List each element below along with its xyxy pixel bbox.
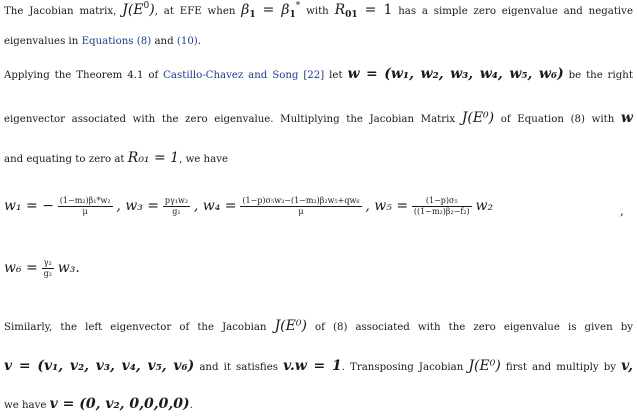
equation-10-link[interactable]: (10) xyxy=(176,36,198,47)
paragraph-3-line-2 xyxy=(4,358,633,374)
text: . xyxy=(197,36,202,47)
paragraph-1-line-2 xyxy=(4,36,633,47)
equation-line-2 xyxy=(4,258,80,279)
w5-lhs: , w₅ = xyxy=(365,198,409,214)
text: let xyxy=(329,70,343,81)
normalization-equation: v.w = 1 xyxy=(283,358,342,374)
paragraph-1-line-1 xyxy=(4,2,633,18)
w1-fraction: $\frac{\text{(1−m₂)β₁*w₂}}{\mu}$ xyxy=(59,196,111,216)
castillo-chavez-song-link[interactable]: Castillo-Chavez and Song xyxy=(163,70,299,81)
paragraph-3-line-3 xyxy=(4,396,633,412)
text: has a simple zero eigenvalue and negative xyxy=(398,6,633,17)
w5-tail: w₂ xyxy=(475,198,494,214)
w4-lhs: , w₄ = xyxy=(193,198,237,214)
v-vector: v, xyxy=(621,358,633,374)
text: eigenvector associated with the zero eigenvalue. Multiplying the Jacobian Matrix xyxy=(4,114,456,125)
left-eigenvector: v = (v₁, v₂, v₃, v₄, v₅, v₆) xyxy=(4,358,195,374)
jacobian-symbol: J(E⁰) xyxy=(274,318,307,334)
text: and equating to zero at xyxy=(4,154,125,165)
text: be the right xyxy=(568,70,633,81)
text: of Equation (8) with xyxy=(500,114,615,125)
text: , we have xyxy=(179,154,228,165)
equation-8-link[interactable]: (8) xyxy=(136,36,152,47)
text: eigenvalues in xyxy=(4,36,79,47)
text: first and multiply by xyxy=(505,362,617,373)
r01-equation: $R_{01} = 1$ xyxy=(334,2,393,20)
w3-fraction: $\frac{\text{pγ₁w₂}}{\text{g₁}}$ xyxy=(164,196,189,216)
w6-fraction: $\frac{\text{γ₂}}{\text{g₂}}$ xyxy=(43,258,52,278)
text: The Jacobian matrix, xyxy=(4,6,117,17)
equations-link[interactable]: Equations xyxy=(81,36,134,47)
w-vector: w xyxy=(620,110,633,126)
paragraph-3-line-1 xyxy=(4,318,633,334)
equation-line-1 xyxy=(4,196,493,217)
w6-lhs: w₆ = xyxy=(4,260,38,276)
right-eigenvector: w = (w₁, w₂, w₃, w₄, w₅, w₆) xyxy=(347,66,564,82)
text: and xyxy=(154,36,174,47)
jacobian-symbol: J(E⁰) xyxy=(461,110,495,126)
w3-lhs: , w₃ = xyxy=(116,198,160,214)
text: Applying the Theorem 4.1 of xyxy=(4,70,159,81)
reference-22-link[interactable]: [22] xyxy=(303,70,325,81)
text: . xyxy=(189,400,193,411)
v-value: v = (0, v₂, 0,0,0,0) xyxy=(49,396,190,412)
w5-fraction: $\frac{\text{(1−p)σ₅}}{\text{((1−m₂)β₂−f₂)}}$ xyxy=(413,196,470,216)
paragraph-2-line-2 xyxy=(4,110,633,126)
r01-equation: R₀₁ = 1 xyxy=(127,150,180,166)
jacobian-symbol: J(E⁰) xyxy=(468,358,501,374)
paragraph-2-line-1 xyxy=(4,66,633,82)
w6-tail: w₃. xyxy=(57,260,80,276)
text: and it satisfies xyxy=(199,362,278,373)
jacobian-symbol: $J(E^0)$ xyxy=(122,1,155,18)
text: Similarly, the left eigenvector of the Jacobian xyxy=(4,322,267,333)
text: with xyxy=(306,6,329,17)
text: , at EFE when xyxy=(154,6,236,17)
text: . Transposing Jacobian xyxy=(341,362,464,373)
w4-fraction: $\frac{\text{(1−p)σ₅w₃−(1−m₂)β₂w₅+qw₆}}{\mu}$ xyxy=(242,196,360,216)
paragraph-2-line-3 xyxy=(4,150,633,166)
text: we have xyxy=(4,400,47,411)
w1-lhs: w₁ = − xyxy=(4,198,54,214)
beta-equation: $\beta_1 = \beta_1^*$ xyxy=(241,1,301,20)
equation-comma: , xyxy=(620,204,624,218)
text: of (8) associated with the zero eigenvalue is given by xyxy=(315,322,633,333)
